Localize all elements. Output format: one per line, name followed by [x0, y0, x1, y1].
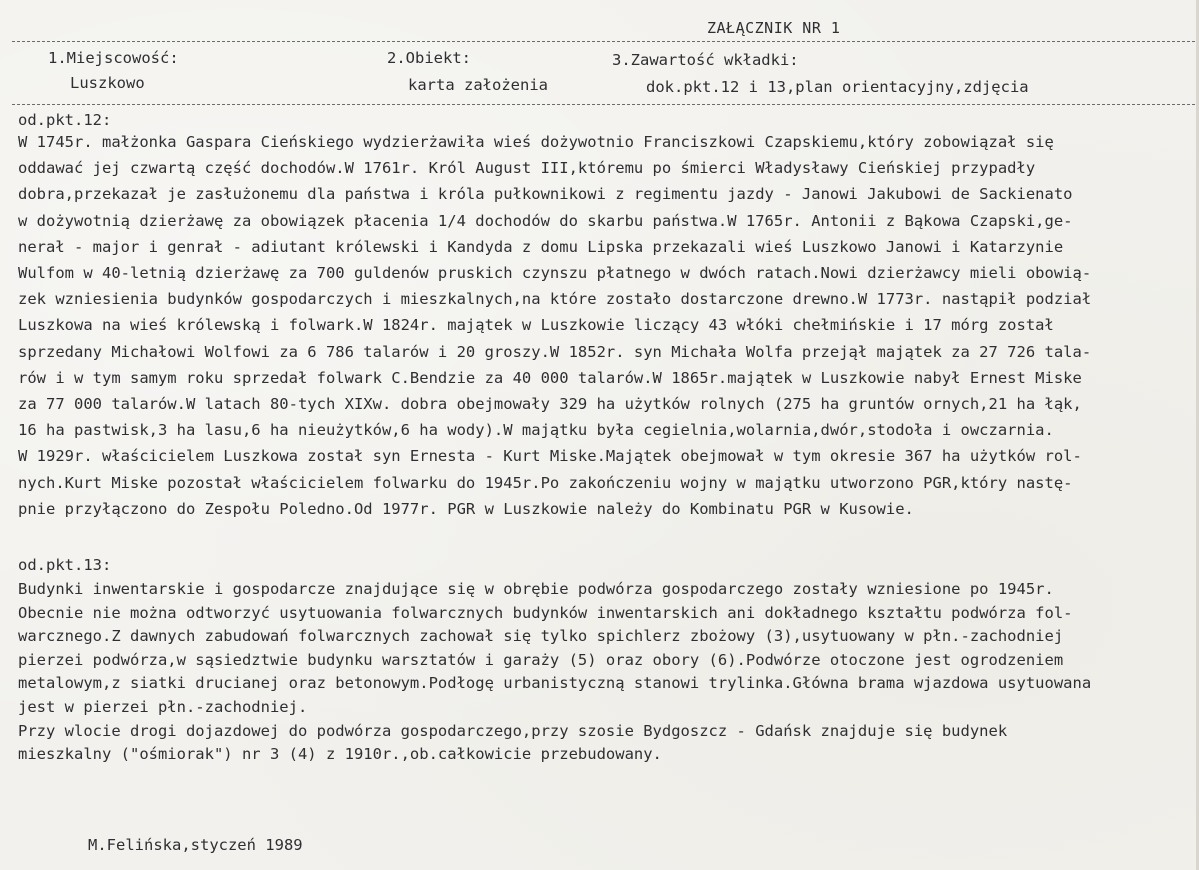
- text-line: W 1929r. właścicielem Luszkowa został syn Ernesta - Kurt Miske.Majątek obejmował w tym okresie 367 ha użytków rol-: [18, 447, 1082, 466]
- locality-label: 1.Miejscowość:: [48, 49, 179, 67]
- locality-value: Luszkowo: [70, 74, 145, 92]
- text-line: Wulfom w 40-letnią dzierżawę za 700 guldenów pruskich czynszu płatnego w dwóch ratach.Nowi dzierżawcy mieli obowią-: [18, 264, 1092, 282]
- object-label: 2.Obiekt:: [387, 49, 471, 67]
- text-line: dobra,przekazał je zasłużonemu dla państwa i króla pułkownikowi z regimentu jazdy - Janowi Jakubowi de Sackienato: [18, 185, 1073, 204]
- text-line: mieszkalny ("ośmiorak") nr 3 (4) z 1910r.,ob.całkowicie przebudowany.: [18, 745, 662, 764]
- text-line: Budynki inwentarskie i gospodarcze znajdujące się w obrębie podwórza gospodarczego zostały wzniesione po 1945r.: [18, 580, 1054, 598]
- text-line: nerał - major i genrał - adiutant królewski i Kandyda z domu Lipska przekazali wieś Luszkowo Janowi i Katarzynie: [18, 237, 1064, 256]
- header-bottom-rule: [12, 104, 1195, 105]
- text-line: Luszkowa na wieś królewską i folwark.W 1824r. majątek w Luszkowie liczący 43 włóki chełmińskie i 17 mórg został: [18, 316, 1054, 335]
- header-top-rule: [12, 41, 1195, 42]
- text-line: pierzei podwórza,w sąsiedztwie budynku warsztatów i garaży (5) oraz obory (6).Podwórze otoczone jest ogrodzeniem: [18, 650, 1064, 669]
- text-line: W 1745r. małżonka Gaspara Cieńskiego wydzierżawiła wieś dożywotnio Franciszkowi Czapskiemu,który zobowiązał się: [18, 133, 1054, 151]
- text-line: warcznego.Z dawnych zabudowań folwarcznych zachował się tylko spichlerz zbożowy (3),usytuowany w płn.-zachodniej: [18, 627, 1064, 646]
- insert-contents-label: 3.Zawartość wkładki:: [612, 51, 799, 69]
- text-line: w dożywotnią dzierżawę za obowiązek płacenia 1/4 dochodów do skarbu państwa.W 1765r. Antonii z Bąkowa Czapski,ge-: [18, 211, 1073, 230]
- text-line: oddawać jej czwartą część dochodów.W 1761r. Król August III,któremu po śmierci Władysławy Cieńskiej przypadły: [18, 159, 1036, 178]
- text-line: Obecnie nie można odtworzyć usytuowania folwarcznych budynków inwentarskich ani dokładnego kształtu podwórza fol-: [18, 603, 1073, 622]
- text-line: metalowym,z siatki drucianej oraz betonowym.Podłogę urbanistyczną stanowi trylinka.Główna brama wjazdowa usytuowana: [18, 674, 1092, 693]
- text-line: 16 ha pastwisk,3 ha lasu,6 ha nieużytków,6 ha wody).W majątku była cegielnia,wolarnia,dwór,stodoła i owczarnia.: [18, 421, 1054, 440]
- text-line: nych.Kurt Miske pozostał właścicielem folwarku do 1945r.Po zakończeniu wojny w majątku utworzono PGR,który nastę-: [18, 473, 1073, 492]
- section-13-label: od.pkt.13:: [18, 556, 112, 574]
- text-line: sprzedany Michałowi Wolfowi za 6 786 talarów i 20 groszy.W 1852r. syn Michała Wolfa przejął majątek za 27 726 tala-: [18, 342, 1092, 361]
- object-value: karta założenia: [408, 76, 548, 94]
- text-line: zek wzniesienia budynków gospodarczych i mieszkalnych,na które zostało dostarczone drewno.W 1773r. nastąpił podział: [18, 290, 1092, 309]
- text-line: za 77 000 talarów.W latach 80-tych XIXw. dobra obejmowały 329 ha użytków rolnych (275 ha gruntów ornych,21 ha łąk,: [18, 395, 1082, 413]
- section-12-label: od.pkt.12:: [18, 111, 112, 129]
- text-line: rów i w tym samym roku sprzedał folwark C.Bendzie za 40 000 talarów.W 1865r.majątek w Luszkowie nabył Ernest Miske: [18, 368, 1082, 387]
- text-line: pnie przyłączono do Zespołu Poledno.Od 1977r. PGR w Luszkowie należy do Kombinatu PGR w Kusowie.: [18, 499, 914, 518]
- attachment-title: ZAŁĄCZNIK NR 1: [707, 19, 841, 37]
- text-line: Przy wlocie drogi dojazdowej do podwórza gospodarczego,przy szosie Bydgoszcz - Gdańsk znajduje się budynek: [18, 721, 1008, 740]
- insert-contents-value: dok.pkt.12 i 13,plan orientacyjny,zdjęcia: [646, 78, 1029, 96]
- text-line: jest w pierzei płn.-zachodniej.: [18, 698, 308, 716]
- author-signature: M.Felińska,styczeń 1989: [88, 836, 303, 854]
